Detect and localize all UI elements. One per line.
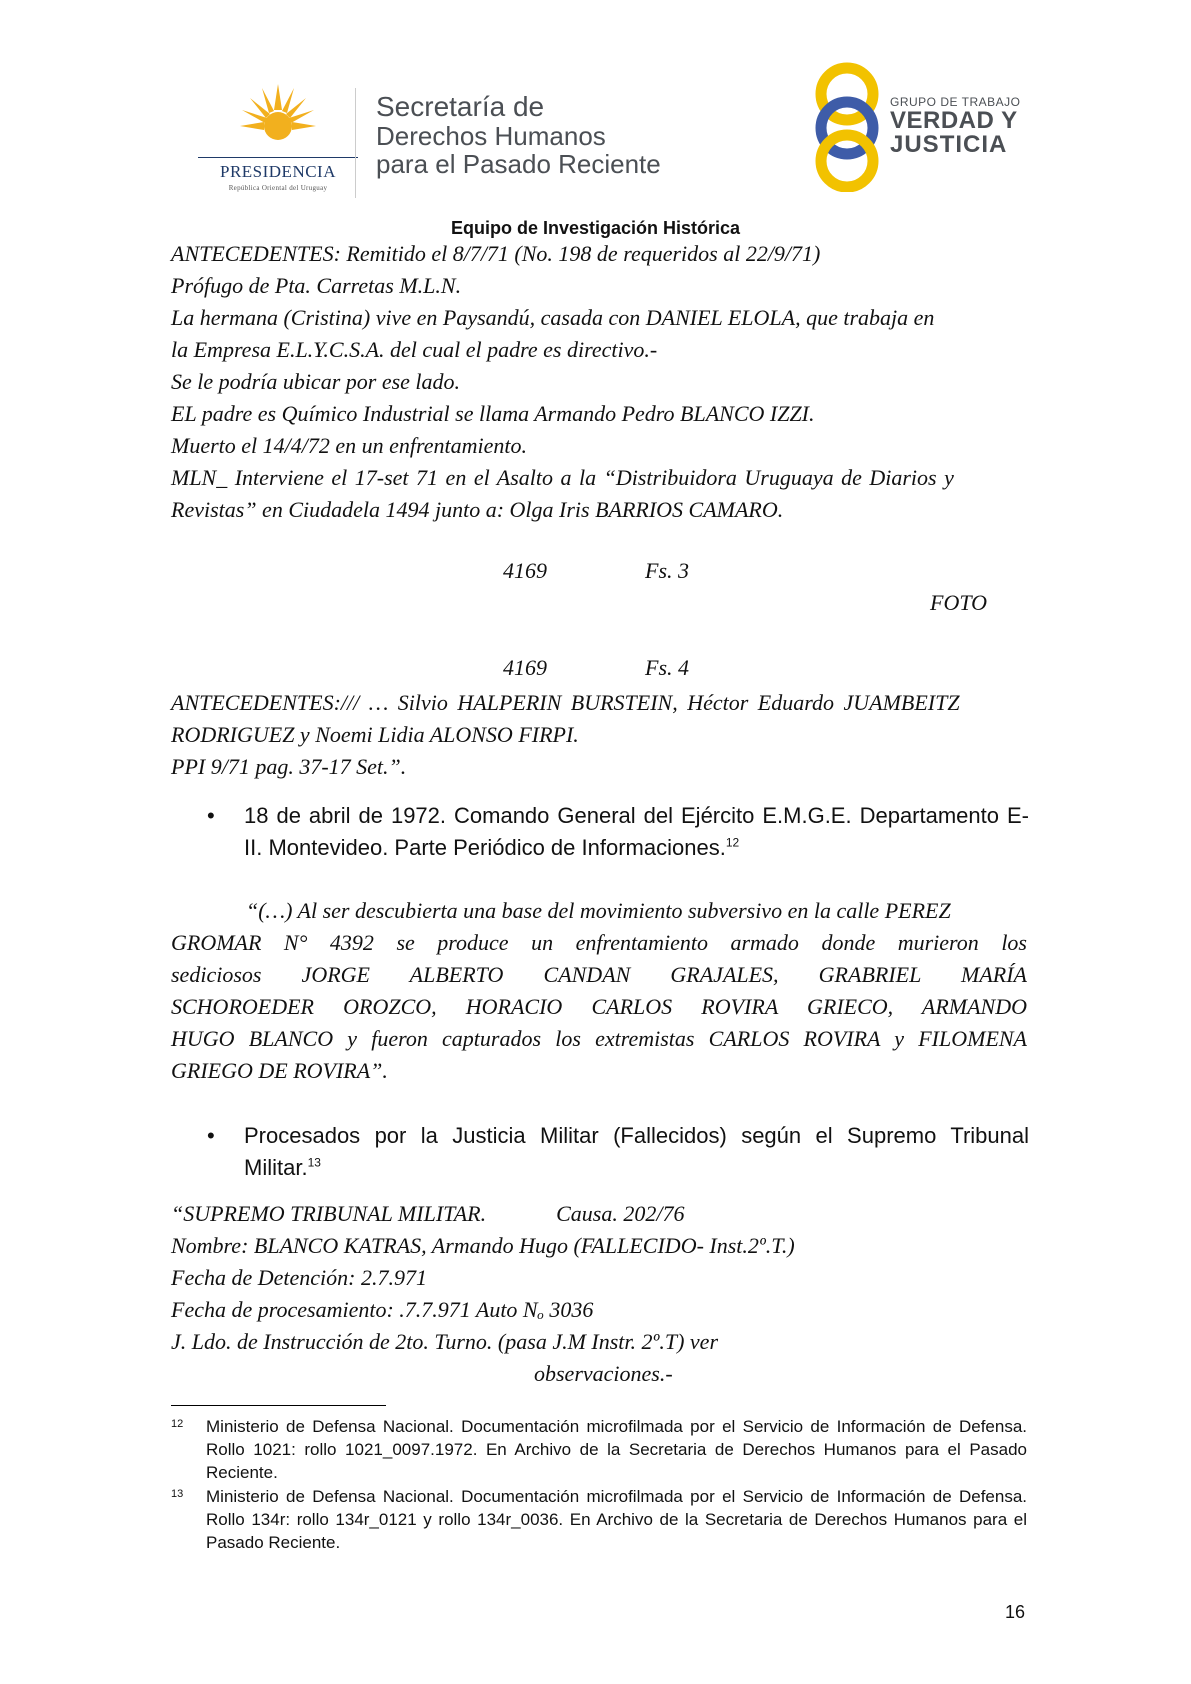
secretaria-line-3: para el Pasado Reciente — [376, 149, 661, 179]
footnote — [171, 1485, 1027, 1554]
footnote-text: Ministerio de Defensa Nacional. Documentación microfilmada por el Servicio de Información de Defensa. Rollo 134r: rollo 134r_0121 y rollo 134r_0036. En Archivo de la Secretaria de Derechos Humanos para el Pasado Reciente. — [206, 1487, 1027, 1552]
text-line: PPI 9/71 pag. 37-17 Set.”. — [171, 754, 407, 779]
sun-emblem-icon — [238, 80, 318, 160]
text-line: Se le podría ubicar por ese lado. — [171, 369, 461, 394]
ref-folio: Fs. 4 — [645, 655, 689, 680]
gtvj-line-2: VERDAD Y — [890, 107, 1018, 134]
quote-line: SCHOROEDER OROZCO, HORACIO CARLOS ROVIRA GRIECO, ARMANDO — [171, 994, 1027, 1019]
text-line: RODRIGUEZ y Noemi Lidia ALONSO FIRPI. — [171, 722, 579, 747]
presidencia-rule — [198, 157, 358, 158]
gtvj-line-1: GRUPO DE TRABAJO — [890, 95, 1021, 109]
tribunal-line — [171, 1198, 1027, 1230]
page-number: 16 — [1005, 1602, 1026, 1622]
tribunal-line: Nombre: BLANCO KATRAS, Armando Hugo (FALLECIDO- Inst.2º.T.) — [171, 1233, 795, 1258]
antecedentes-block-2 — [171, 687, 1027, 783]
bullet-text: 18 de abril de 1972. Comando General del Ejército E.M.G.E. Departamento E- II. Montevideo. Parte Periódico de Informaciones.$^{12}$ — [244, 803, 1029, 860]
secretaria-line-1: Secretaría de — [376, 91, 545, 122]
bullet-item — [207, 800, 1027, 864]
text-line: Revistas” en Ciudadela 1494 junto a: Olga Iris BARRIOS CAMARO. — [171, 497, 784, 522]
tribunal-line: observaciones.- — [534, 1361, 673, 1386]
bullet-dot-icon: • — [207, 803, 215, 828]
text-line: MLN_ Interviene el 17-set 71 en el Asalto a la “Distribuidora Uruguaya de Diarios y — [171, 465, 954, 490]
presidencia-logo — [198, 80, 358, 230]
text-line: EL padre es Químico Industrial se llama Armando Pedro BLANCO IZZI. — [171, 401, 815, 426]
bullet-dot-icon: • — [207, 1123, 215, 1148]
page-header — [0, 60, 1191, 200]
text-line: ANTECEDENTES:/// … Silvio HALPERIN BURSTEIN, Héctor Eduardo JUAMBEITZ — [171, 690, 960, 715]
quote-line: sediciosos JORGE ALBERTO CANDAN GRAJALES, GRABRIEL MARÍA — [171, 962, 1027, 987]
footnote-text: Ministerio de Defensa Nacional. Documentación microfilmada por el Servicio de Información de Defensa. Rollo 1021: rollo 1021_0097.1972. En Archivo de la Secretaria de Derechos Humanos para el Pasado Reciente. — [206, 1417, 1027, 1482]
secretaria-logo-text — [376, 92, 661, 178]
presidencia-subtitle: República Oriental del Uruguay — [228, 184, 328, 192]
tribunal-line: Fecha de procesamiento: .7.7.971 Auto Nₒ 3036 — [171, 1297, 594, 1322]
foto-label: FOTO — [930, 590, 988, 615]
bullet-item — [207, 1120, 1027, 1184]
footnote-ref: 12 — [725, 835, 740, 850]
text-line: ANTECEDENTES: Remitido el 8/7/71 (No. 198 de requeridos al 22/9/71) — [171, 241, 821, 266]
bullet-text: Procesados por la Justicia Militar (Fallecidos) según el Supremo Tribunal Militar.$^{13}$ — [244, 1123, 1029, 1180]
secretaria-line-2: Derechos Humanos — [376, 121, 606, 151]
text-line: la Empresa E.L.Y.C.S.A. del cual el padre es directivo.- — [171, 337, 658, 362]
quote-line: HUGO BLANCO y fueron capturados los extremistas CARLOS ROVIRA y FILOMENA — [171, 1026, 1027, 1051]
gtvj-line-3: JUSTICIA — [890, 131, 1008, 158]
tribunal-block — [171, 1198, 1027, 1390]
antecedentes-block — [171, 238, 1027, 526]
tribunal-line: J. Ldo. de Instrucción de 2to. Turno. (pasa J.M Instr. 2º.T) ver — [171, 1329, 719, 1354]
presidencia-label: PRESIDENCIA — [219, 162, 336, 181]
verdad-justicia-logo — [812, 60, 1032, 200]
text-line: Prófugo de Pta. Carretas M.L.N. — [171, 273, 462, 298]
quote-block-rest — [171, 927, 1027, 1087]
tribunal-title: “SUPREMO TRIBUNAL MILITAR. — [171, 1201, 487, 1226]
verdad-justicia-text — [890, 95, 1020, 157]
rings-emblem-icon — [812, 62, 882, 192]
quote-block — [171, 895, 1027, 927]
ref-number: 4169 — [503, 558, 547, 583]
footnote-ref: 13 — [307, 1155, 321, 1170]
footnote-number: 12 — [171, 1418, 184, 1430]
tribunal-line: Fecha de Detención: 2.7.971 — [171, 1265, 427, 1290]
footnote-separator — [171, 1405, 386, 1406]
ref-number: 4169 — [503, 655, 547, 680]
quote-line: “(…) Al ser descubierta una base del movimiento subversivo en la calle PEREZ — [246, 898, 951, 923]
header-divider — [355, 88, 356, 198]
text-line: La hermana (Cristina) vive en Paysandú, casada con DANIEL ELOLA, que trabaja en — [171, 305, 935, 330]
footnote — [171, 1415, 1027, 1484]
tribunal-causa: Causa. 202/76 — [556, 1201, 685, 1226]
footnote-number: 13 — [171, 1488, 184, 1500]
text-line: Muerto el 14/4/72 en un enfrentamiento. — [171, 433, 528, 458]
quote-line: GROMAR N° 4392 se produce un enfrentamiento armado donde murieron los — [171, 930, 1027, 955]
team-title: Equipo de Investigación Histórica — [450, 218, 741, 238]
ref-folio: Fs. 3 — [645, 558, 689, 583]
quote-line: GRIEGO DE ROVIRA”. — [171, 1058, 388, 1083]
